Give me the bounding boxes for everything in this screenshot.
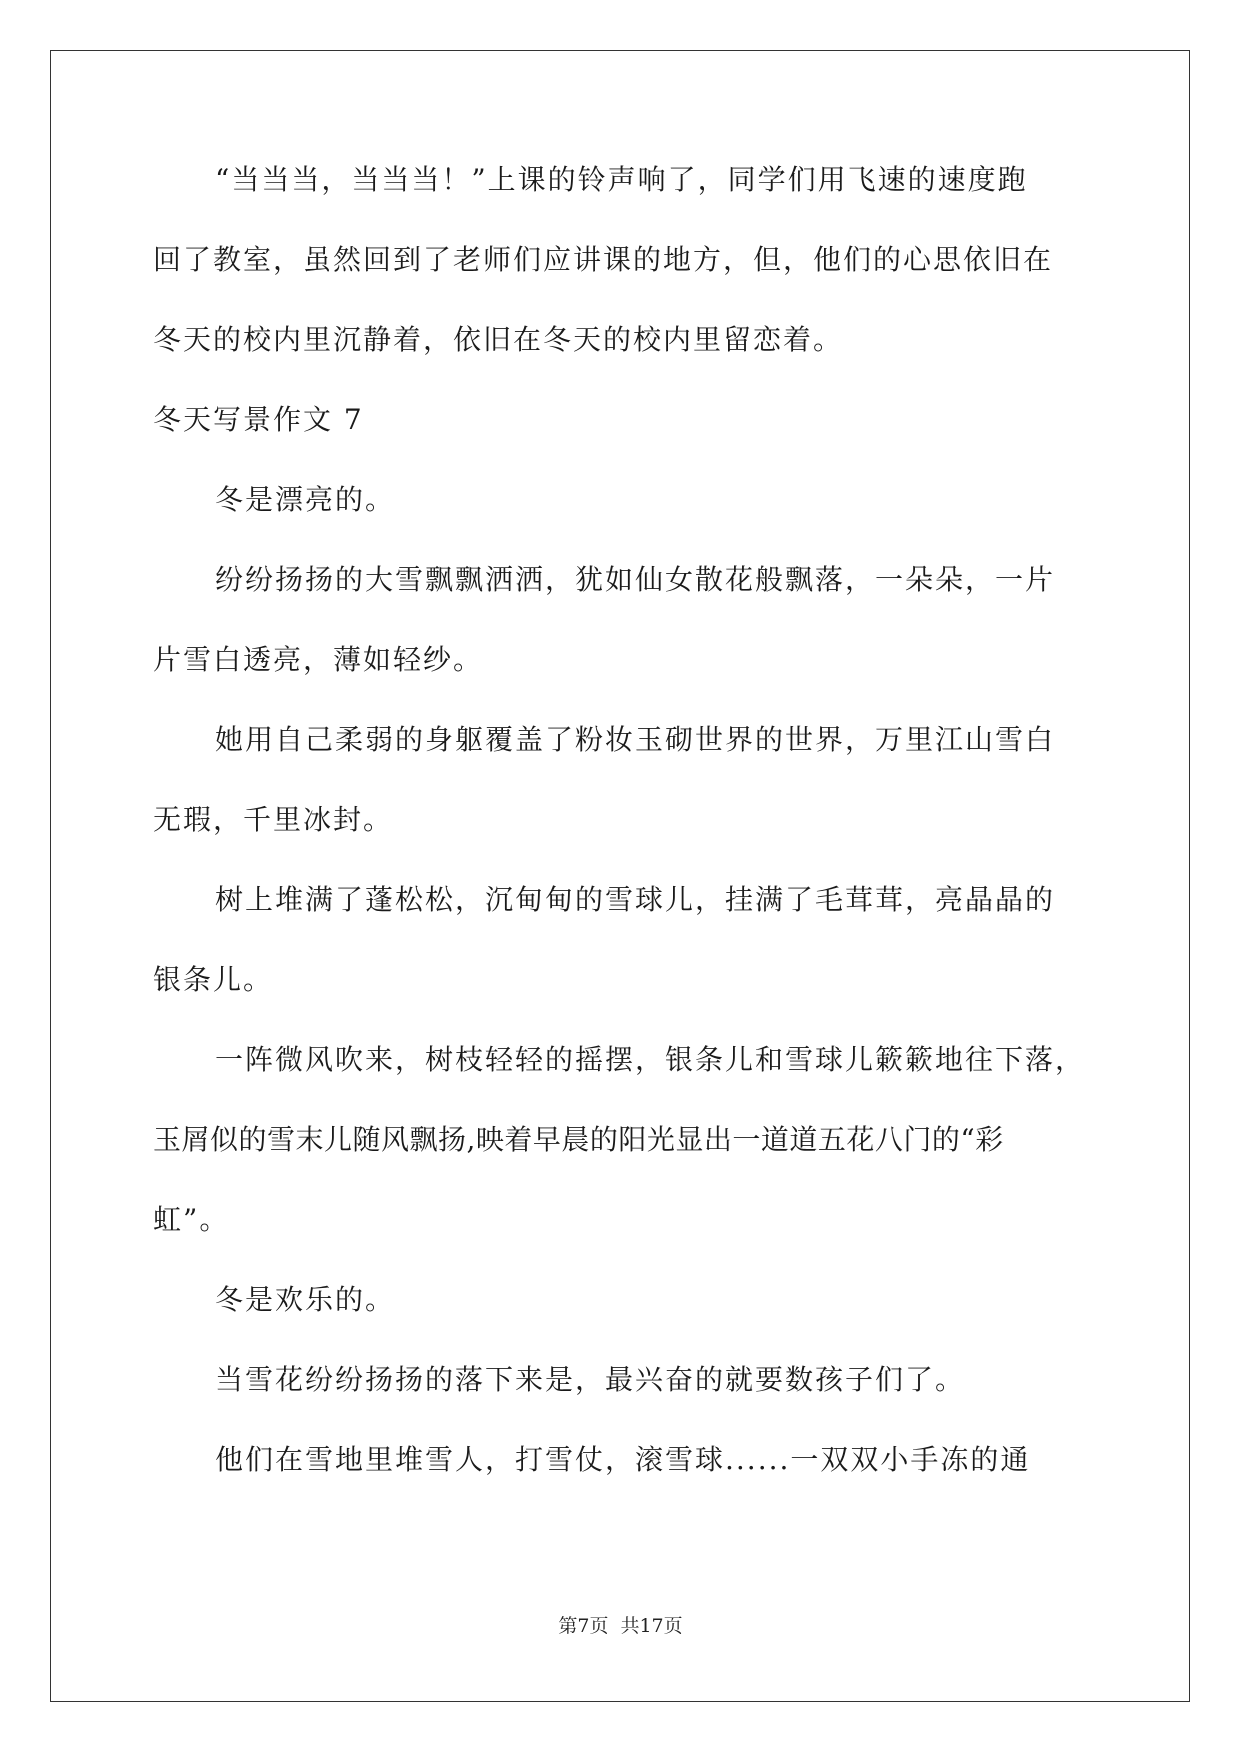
paragraph-line: 玉屑似的雪末儿随风飘扬,映着早晨的阳光显出一道道五花八门的“彩 bbox=[153, 1123, 1004, 1156]
paragraph-line: 片雪白透亮，薄如轻纱。 bbox=[153, 643, 484, 676]
page-number: 第7页 bbox=[558, 1615, 609, 1637]
paragraph-line: 冬是欢乐的。 bbox=[215, 1283, 396, 1316]
paragraph-line: 一阵微风吹来，树枝轻轻的摇摆，银条儿和雪球儿簌簌地往下落， bbox=[215, 1043, 1086, 1076]
paragraph-line: 虹”。 bbox=[153, 1203, 230, 1236]
paragraph-line: 冬是漂亮的。 bbox=[215, 483, 396, 516]
paragraph-line: “当当当，当当当！”上课的铃声响了，同学们用飞速的速度跑 bbox=[215, 163, 1028, 196]
page-footer bbox=[0, 1614, 1241, 1638]
paragraph-line: 她用自己柔弱的身躯覆盖了粉妆玉砌世界的世界，万里江山雪白 bbox=[215, 723, 1056, 756]
paragraph-line: 冬天的校内里沉静着，依旧在冬天的校内里留恋着。 bbox=[153, 323, 844, 356]
paragraph-line: 无瑕，千里冰封。 bbox=[153, 803, 394, 836]
page-total: 共17页 bbox=[620, 1615, 683, 1637]
paragraph-line: 银条儿。 bbox=[153, 963, 274, 996]
paragraph-line: 当雪花纷纷扬扬的落下来是，最兴奋的就要数孩子们了。 bbox=[215, 1363, 966, 1396]
paragraph-line: 他们在雪地里堆雪人，打雪仗，滚雪球......一双双小手冻的通 bbox=[215, 1443, 1031, 1476]
paragraph-line: 树上堆满了蓬松松，沉甸甸的雪球儿，挂满了毛茸茸，亮晶晶的 bbox=[215, 883, 1056, 916]
paragraph-line: 回了教室，虽然回到了老师们应讲课的地方，但，他们的心思依旧在 bbox=[153, 243, 1054, 276]
paragraph-line: 纷纷扬扬的大雪飘飘洒洒，犹如仙女散花般飘落，一朵朵，一片 bbox=[215, 563, 1056, 596]
section-heading: 冬天写景作文 7 bbox=[153, 403, 364, 436]
